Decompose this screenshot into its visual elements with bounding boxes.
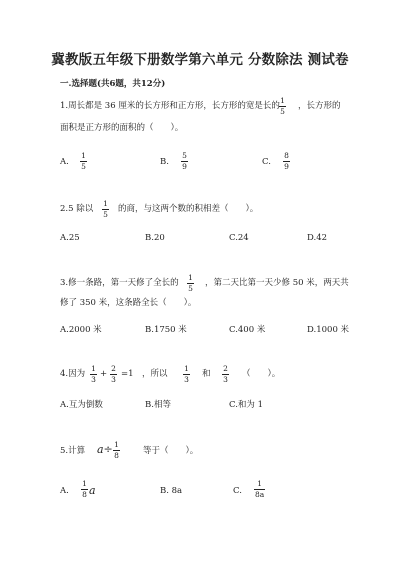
q4-f2-num: 2 <box>111 364 116 373</box>
q1-fraction <box>279 97 286 116</box>
q5-option-c-fraction <box>254 480 265 499</box>
q1-option-a-den: 5 <box>81 162 86 171</box>
q1-option-a-num: 1 <box>81 151 86 160</box>
q1-option-b-label: B. <box>160 157 169 167</box>
q4-and: 和 <box>202 369 211 379</box>
q5-stem-end: 等于（ ）。 <box>143 446 199 456</box>
q4-stem-end: （ ）。 <box>242 369 281 379</box>
q2-option-d: D.42 <box>307 233 328 243</box>
q1-option-c-num: 8 <box>284 151 289 160</box>
q4-fraction-4 <box>222 365 229 384</box>
q1-option-b-den: 9 <box>182 162 187 171</box>
q3-fraction <box>187 274 194 293</box>
q4-option-a: A.互为倒数 <box>60 400 103 410</box>
page-title: 冀教版五年级下册数学第六单元 分数除法 测试卷 <box>51 52 349 68</box>
q3-frac-den: 5 <box>188 284 193 293</box>
q2-stem-start: 2.5 除以 <box>60 204 94 214</box>
q5-option-c-den: 8a <box>255 490 265 499</box>
q5-option-c-num: 1 <box>257 479 263 488</box>
q4-stem-start: 4.因为 <box>60 369 86 379</box>
q3-option-c: C.400 米 <box>229 325 266 335</box>
q4-fraction-2 <box>110 365 117 384</box>
q1-option-a-label: A. <box>60 157 69 167</box>
q5-option-a-den: 8 <box>82 490 87 499</box>
q4-fraction-1 <box>90 365 97 384</box>
q5-frac-num: 1 <box>114 440 119 449</box>
q1-option-b-fraction <box>181 152 188 171</box>
q1-stem-line1-end: ，长方形的 <box>298 101 341 111</box>
q3-option-b: B.1750 米 <box>145 325 187 335</box>
q2-frac-num: 1 <box>103 199 108 208</box>
q5-option-b: B. 8a <box>160 486 183 496</box>
q4-f3-num: 1 <box>184 364 189 373</box>
q2-stem-end: 的商，与这两个数的积相差（ ）。 <box>118 204 259 214</box>
q4-stem-mid: ，所以 <box>142 369 168 379</box>
q1-stem-line2: 面积是正方形的面积的（ ）。 <box>60 123 184 133</box>
q4-option-b: B.相等 <box>145 400 171 410</box>
q2-option-b: B.20 <box>145 233 165 243</box>
q3-option-a: A.2000 米 <box>60 325 102 335</box>
section-heading: 一.选择题(共6题，共12分) <box>60 79 166 89</box>
q4-f3-den: 3 <box>184 375 189 384</box>
q1-option-c-label: C. <box>262 157 271 167</box>
q3-stem-line2: 修了 350 米，这条路全长（ ）。 <box>60 298 197 308</box>
q4-f4-num: 2 <box>223 364 228 373</box>
q4-f1-den: 3 <box>91 375 96 384</box>
q3-frac-num: 1 <box>188 273 193 282</box>
q1-option-c-den: 9 <box>284 162 289 171</box>
q5-option-a-variable: a <box>89 484 96 497</box>
q4-option-c: C.和为 1 <box>229 400 264 410</box>
q3-stem-line1: 3.修一条路，第一天修了全长的 <box>60 278 179 288</box>
q3-option-d: D.1000 米 <box>307 325 350 335</box>
q5-fraction <box>113 441 120 460</box>
q4-f4-den: 3 <box>223 375 228 384</box>
q4-equals: =1 <box>121 369 134 379</box>
q2-option-a: A.25 <box>60 233 80 243</box>
q5-option-c-label: C. <box>233 486 242 496</box>
q1-option-b-num: 5 <box>182 151 187 160</box>
q1-stem-line1: 1.周长都是 36 厘米的长方形和正方形，长方形的宽是长的 <box>60 101 280 111</box>
q5-option-a-num: 1 <box>82 479 87 488</box>
q2-option-c: C.24 <box>229 233 249 243</box>
q5-frac-den: 8 <box>114 451 119 460</box>
q1-frac-den: 5 <box>280 107 285 116</box>
q4-plus: + <box>100 369 108 379</box>
q4-fraction-3 <box>183 365 190 384</box>
q5-option-a-fraction <box>81 480 88 499</box>
q4-f2-den: 3 <box>111 375 116 384</box>
q3-stem-line1-end: ，第二天比第一天少修 50 米，两天共 <box>205 278 349 288</box>
q1-frac-num: 1 <box>280 96 285 105</box>
q5-stem-start: 5.计算 <box>60 446 86 456</box>
q2-frac-den: 5 <box>103 210 108 219</box>
q2-fraction <box>102 200 109 219</box>
q1-option-c-fraction <box>283 152 290 171</box>
q5-expression: a÷ <box>97 443 113 456</box>
q4-f1-num: 1 <box>91 364 96 373</box>
q5-option-a-label: A. <box>60 486 69 496</box>
q1-option-a-fraction <box>80 152 87 171</box>
